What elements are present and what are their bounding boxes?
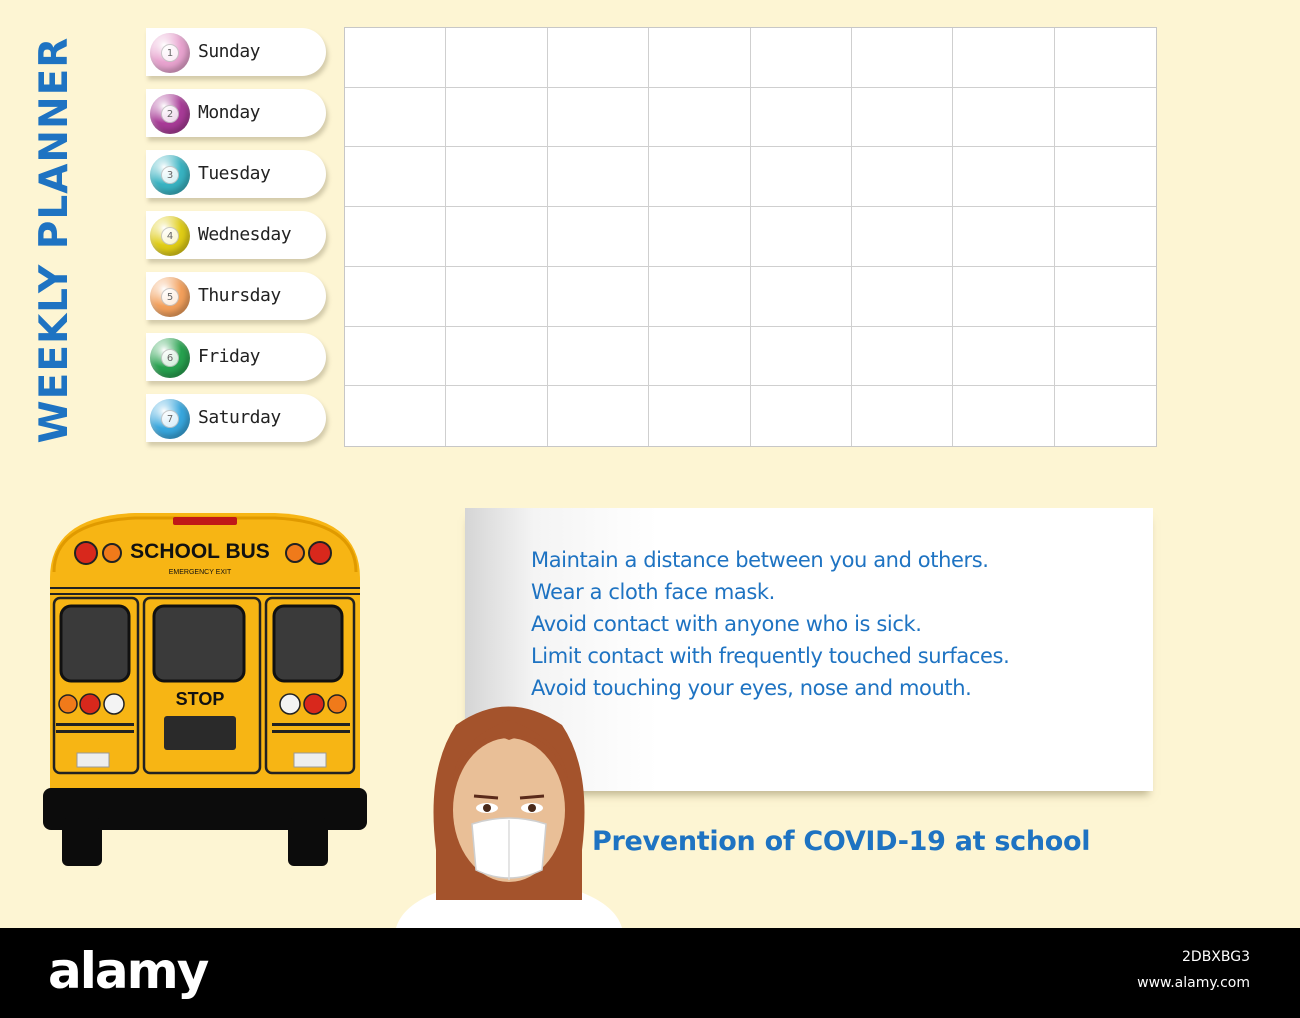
day-number-badge [150, 216, 190, 256]
day-item [146, 394, 326, 442]
planner-cell[interactable] [953, 28, 1054, 88]
planner-cell[interactable] [751, 327, 852, 387]
day-number-badge [150, 155, 190, 195]
planner-cell[interactable] [345, 207, 446, 267]
bus-stop-label: STOP [175, 689, 225, 709]
planner-cell[interactable] [953, 327, 1054, 387]
planner-cell[interactable] [345, 88, 446, 148]
planner-cell[interactable] [1055, 147, 1156, 207]
tip-item: Maintain a distance between you and others. [531, 548, 989, 572]
planner-cell[interactable] [548, 147, 649, 207]
day-number: 7 [161, 410, 179, 428]
planner-cell[interactable] [852, 88, 953, 148]
planner-cell[interactable] [548, 207, 649, 267]
day-label: Tuesday [198, 163, 271, 184]
planner-cell[interactable] [649, 386, 750, 446]
planner-cell[interactable] [852, 386, 953, 446]
planner-cell[interactable] [953, 147, 1054, 207]
day-number: 4 [161, 227, 179, 245]
tip-item: Limit contact with frequently touched surfaces. [531, 644, 1010, 668]
planner-cell[interactable] [852, 207, 953, 267]
planner-cell[interactable] [345, 147, 446, 207]
day-number: 2 [161, 105, 179, 123]
bus-sign: SCHOOL BUS [130, 540, 270, 563]
tip-item: Avoid touching your eyes, nose and mouth. [531, 676, 972, 700]
bus-exit-label: EMERGENCY EXIT [168, 569, 232, 576]
image-meta [1137, 944, 1250, 996]
day-item [146, 28, 326, 76]
planner-cell[interactable] [548, 28, 649, 88]
day-number-badge [150, 338, 190, 378]
planner-cell[interactable] [649, 28, 750, 88]
planner-cell[interactable] [345, 267, 446, 327]
day-item [146, 333, 326, 381]
day-number-badge [150, 33, 190, 73]
day-number: 6 [161, 349, 179, 367]
day-number-badge [150, 277, 190, 317]
planner-cell[interactable] [649, 147, 750, 207]
day-number: 1 [161, 44, 179, 62]
day-label: Saturday [198, 407, 281, 428]
planner-cell[interactable] [852, 327, 953, 387]
day-label: Sunday [198, 41, 261, 62]
masked-person-illustration [396, 700, 622, 928]
planner-cell[interactable] [852, 28, 953, 88]
planner-cell[interactable] [345, 327, 446, 387]
school-bus-illustration [40, 508, 370, 868]
day-number: 3 [161, 166, 179, 184]
tip-item: Avoid contact with anyone who is sick. [531, 612, 922, 636]
planner-cell[interactable] [751, 147, 852, 207]
planner-cell[interactable] [446, 207, 547, 267]
planner-cell[interactable] [1055, 88, 1156, 148]
day-number-badge [150, 399, 190, 439]
planner-cell[interactable] [1055, 386, 1156, 446]
planner-cell[interactable] [548, 267, 649, 327]
day-number: 5 [161, 288, 179, 306]
planner-cell[interactable] [345, 28, 446, 88]
planner-cell[interactable] [751, 28, 852, 88]
planner-cell[interactable] [649, 88, 750, 148]
planner-cell[interactable] [953, 267, 1054, 327]
image-url: www.alamy.com [1137, 975, 1250, 991]
planner-cell[interactable] [446, 28, 547, 88]
day-label: Friday [198, 346, 261, 367]
planner-cell[interactable] [1055, 207, 1156, 267]
headline: Prevention of COVID-19 at school [592, 826, 1091, 857]
planner-cell[interactable] [649, 267, 750, 327]
planner-cell[interactable] [446, 327, 547, 387]
planner-cell[interactable] [446, 88, 547, 148]
day-item [146, 272, 326, 320]
tips-list [531, 544, 1009, 704]
planner-grid [344, 27, 1157, 447]
planner-cell[interactable] [649, 207, 750, 267]
watermark-bar [0, 928, 1300, 1018]
planner-cell[interactable] [1055, 327, 1156, 387]
planner-cell[interactable] [345, 386, 446, 446]
planner-cell[interactable] [953, 88, 1054, 148]
day-number-badge [150, 94, 190, 134]
planner-cell[interactable] [953, 207, 1054, 267]
image-id: 2DBXBG3 [1182, 949, 1250, 965]
planner-cell[interactable] [446, 386, 547, 446]
planner-cell[interactable] [852, 147, 953, 207]
day-label: Monday [198, 102, 261, 123]
planner-cell[interactable] [649, 327, 750, 387]
day-item [146, 89, 326, 137]
planner-cell[interactable] [1055, 267, 1156, 327]
planner-cell[interactable] [446, 267, 547, 327]
day-label: Thursday [198, 285, 281, 306]
tip-item: Wear a cloth face mask. [531, 580, 775, 604]
planner-cell[interactable] [446, 147, 547, 207]
planner-cell[interactable] [751, 88, 852, 148]
planner-cell[interactable] [548, 327, 649, 387]
planner-cell[interactable] [953, 386, 1054, 446]
planner-cell[interactable] [852, 267, 953, 327]
page-title: WEEKLY PLANNER [32, 36, 77, 444]
day-label: Wednesday [198, 224, 292, 245]
alamy-logo: alamy [48, 942, 208, 1000]
day-item [146, 150, 326, 198]
planner-cell[interactable] [548, 386, 649, 446]
planner-cell[interactable] [1055, 28, 1156, 88]
planner-cell[interactable] [751, 267, 852, 327]
planner-cell[interactable] [751, 386, 852, 446]
day-item [146, 211, 326, 259]
planner-cell[interactable] [548, 88, 649, 148]
planner-cell[interactable] [751, 207, 852, 267]
